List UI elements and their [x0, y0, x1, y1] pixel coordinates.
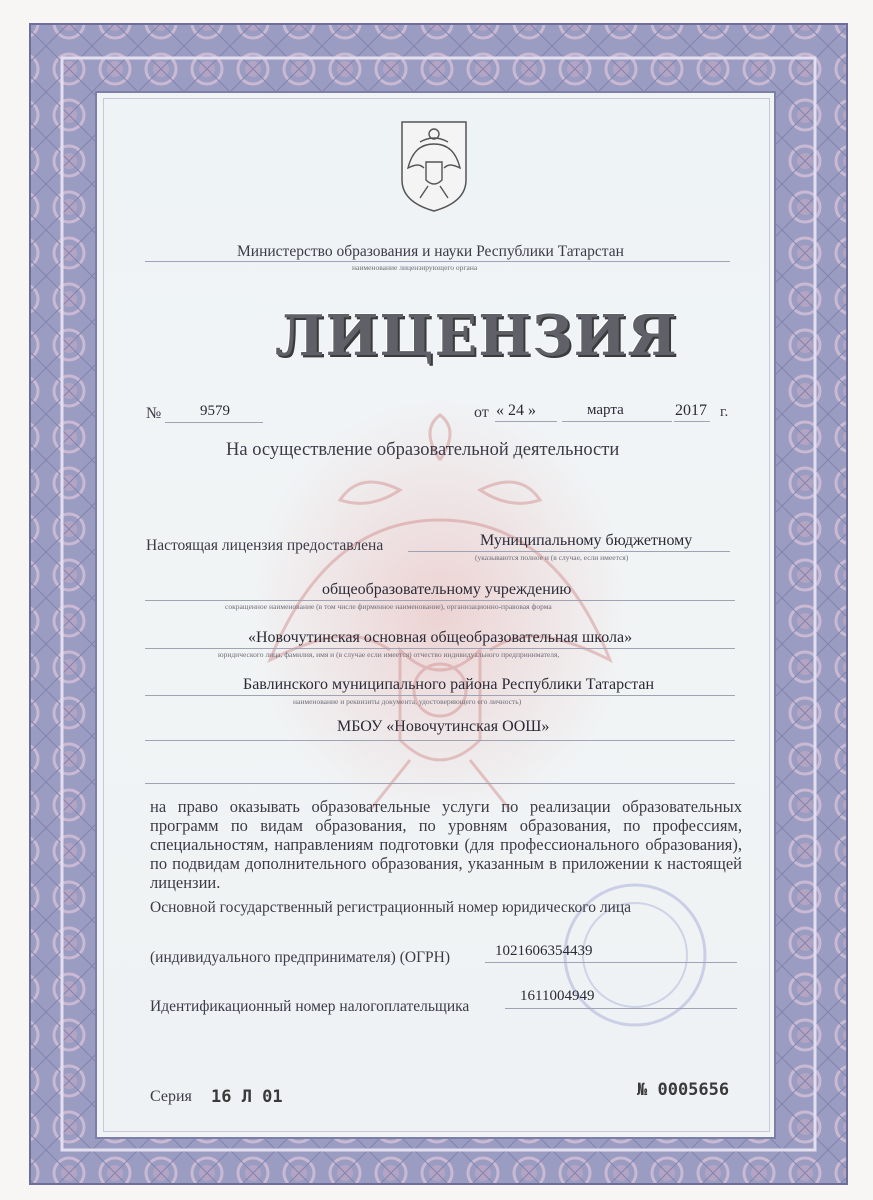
inn-value: 1611004949 [520, 988, 595, 1004]
coat-of-arms-icon [398, 118, 470, 214]
license-number: 9579 [200, 403, 230, 419]
org-underline-5 [145, 740, 735, 741]
licensing-authority: Министерство образования и науки Республики Татарстан [237, 243, 624, 260]
org-name-line2: общеобразовательному учреждению [322, 581, 572, 598]
org-short-name: МБОУ «Новочутинская ООШ» [337, 718, 550, 735]
ogrn-label-line1: Основной государственный регистрационный номер юридического лица [150, 899, 632, 916]
org-underline-2 [145, 600, 735, 601]
org-name-line3: «Новочутинская основная общеобразовательная школа» [248, 629, 633, 646]
ogrn-value: 1021606354439 [495, 943, 593, 959]
authority-underline [145, 261, 730, 262]
org-underline-6 [145, 783, 735, 784]
number-underline [165, 422, 263, 423]
caption-identity-doc: наименование и реквизиты документа, удостоверяющего его личность) [293, 697, 522, 706]
caption-legal-entity: юридического лица, фамилия, имя и (в случае если имеется) отчество индивидуального предпринимателя, [218, 650, 560, 659]
number-label: № [146, 405, 162, 422]
caption-short-name: сокращенное наименование (в том числе фирменное наименование), организационно-правовая форма [225, 602, 552, 611]
month-underline [562, 421, 672, 422]
caption-full-name: (указываются полное и (в случае, если имеется) [475, 553, 629, 562]
ogrn-label-line2: (индивидуального предпринимателя) (ОГРН) [150, 949, 451, 966]
ogrn-underline [485, 962, 737, 963]
org-name-line4: Бавлинского муниципального района Республики Татарстан [243, 676, 655, 693]
org-underline-1 [408, 551, 730, 552]
activity-heading: На осуществление образовательной деятельности [226, 440, 620, 460]
form-number: № 0005656 [637, 1080, 730, 1100]
series-label: Серия [150, 1088, 192, 1105]
inn-underline [505, 1008, 737, 1009]
org-underline-3 [145, 648, 735, 649]
org-name-line1: Муниципальному бюджетному [480, 532, 693, 549]
date-day: « 24 » [496, 402, 536, 419]
org-underline-4 [145, 695, 735, 696]
inn-label: Идентификационный номер налогоплательщика [150, 998, 470, 1015]
year-underline [674, 421, 710, 422]
series-value: 16 Л 01 [211, 1087, 283, 1107]
date-suffix: г. [720, 404, 729, 420]
date-month: марта [587, 402, 624, 418]
granted-label: Настоящая лицензия предоставлена [146, 537, 384, 554]
day-underline [495, 421, 557, 422]
document-title: ЛИЦЕНЗИЯ [275, 303, 678, 369]
date-from-label: от [474, 404, 489, 421]
date-year: 2017 [675, 402, 707, 419]
rights-paragraph: на право оказывать образовательные услуги по реализации образовательных программ по видам образования, по уровням образования, по профессиям, специальностям, направлениям подготовки (для профессионального образования), по подвидам дополнительного образования, указанным в приложении к настоящей лицензии. [150, 797, 742, 892]
authority-caption: наименование лицензирующего органа [352, 263, 478, 272]
